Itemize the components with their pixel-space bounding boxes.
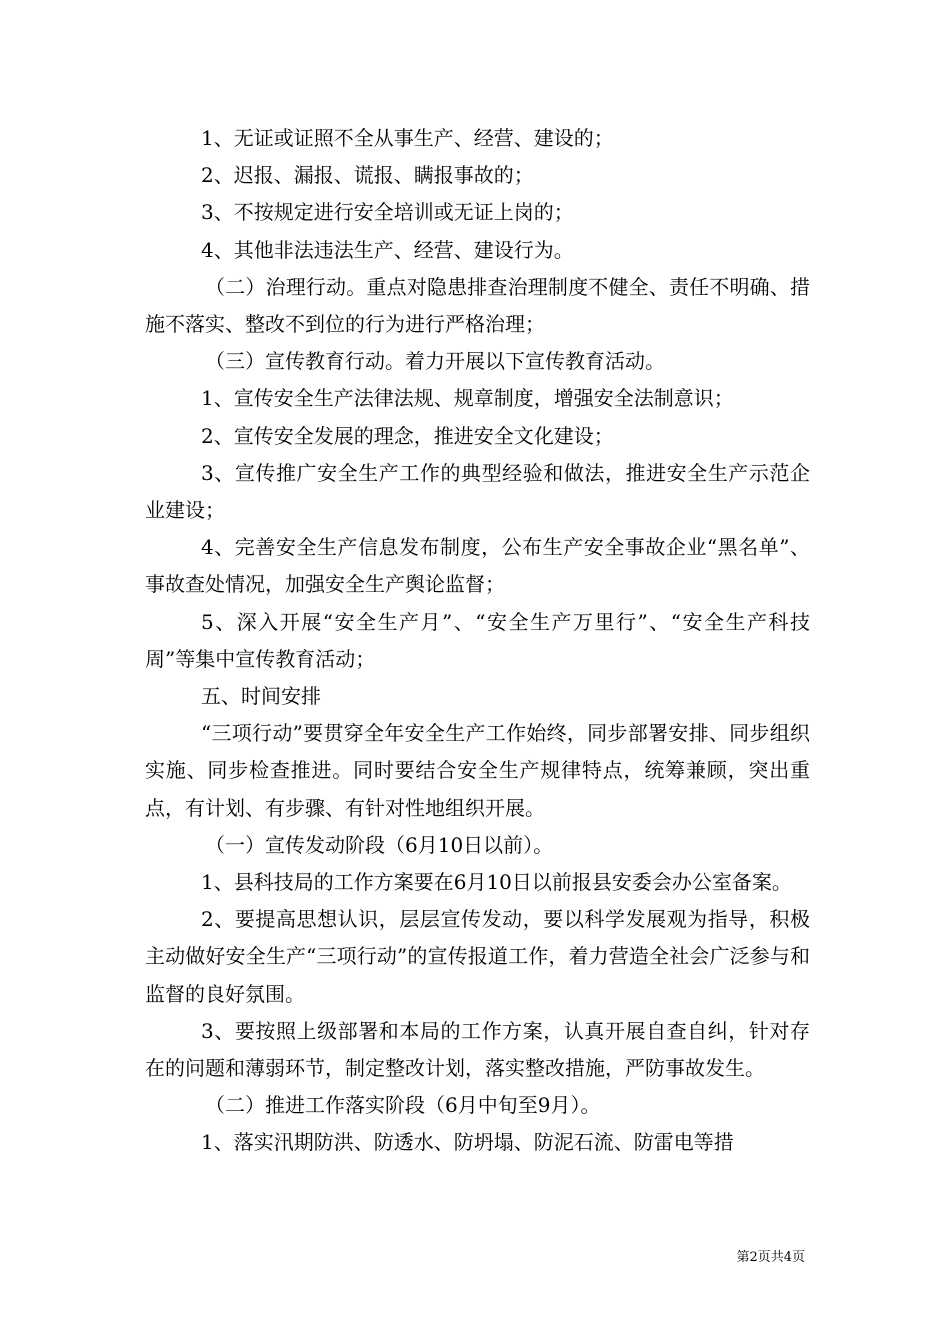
paragraph: （三）宣传教育行动。着力开展以下宣传教育活动。: [205, 349, 665, 374]
paragraph: 2、宣传安全发展的理念，推进安全文化建设；: [201, 423, 614, 448]
paragraph: 5、深入开展“安全生产月”、“安全生产万里行”、“安全生产科技周”等集中宣传教育活动；: [145, 609, 810, 671]
paragraph: “三项行动”要贯穿全年安全生产工作始终，同步部署安排、同步组织实施、同步检查推进。同时要结合安全生产规律特点，统筹兼顾，突出重点，有计划、有步骤、有针对性地组织开展。: [145, 721, 810, 820]
paragraph: 4、完善安全生产信息发布制度，公布生产安全事故企业“黑名单”、事故查处情况，加强安全生产舆论监督；: [145, 535, 810, 597]
paragraph: 2、迟报、漏报、谎报、瞒报事故的；: [201, 163, 534, 188]
paragraph: 1、宣传安全生产法律法规、规章制度，增强安全法制意识；: [201, 386, 734, 411]
page-number: 第2页共4页: [736, 1250, 805, 1265]
paragraph: 3、不按规定进行安全培训或无证上岗的；: [201, 200, 574, 225]
paragraph: 2、要提高思想认识，层层宣传发动，要以科学发展观为指导，积极主动做好安全生产“三项行动”的宣传报道工作，着力营造全社会广泛参与和监督的良好氛围。: [145, 907, 810, 1006]
paragraph: （一）宣传发动阶段（6月10日以前）。: [205, 832, 554, 857]
paragraph: 3、宣传推广安全生产工作的典型经验和做法，推进安全生产示范企业建设；: [145, 460, 810, 523]
paragraph: （二）推进工作落实阶段（6月中旬至9月）。: [205, 1093, 601, 1118]
paragraph: 1、落实汛期防洪、防透水、防坍塌、防泥石流、防雷电等措: [201, 1130, 734, 1155]
paragraph: （二）治理行动。重点对隐患排查治理制度不健全、责任不明确、措施不落实、整改不到位的行为进行严格治理；: [145, 274, 810, 337]
paragraph: 4、其他非法违法生产、经营、建设行为。: [201, 237, 574, 262]
paragraph: 3、要按照上级部署和本局的工作方案，认真开展自查自纠，针对存在的问题和薄弱环节，制定整改计划，落实整改措施，严防事故发生。: [145, 1018, 810, 1081]
document-body: [145, 120, 810, 1162]
paragraph: 1、无证或证照不全从事生产、经营、建设的；: [201, 126, 614, 150]
paragraph: 五、时间安排: [201, 684, 321, 709]
paragraph: 1、县科技局的工作方案要在6月10日以前报县安委会办公室备案。: [201, 870, 792, 895]
